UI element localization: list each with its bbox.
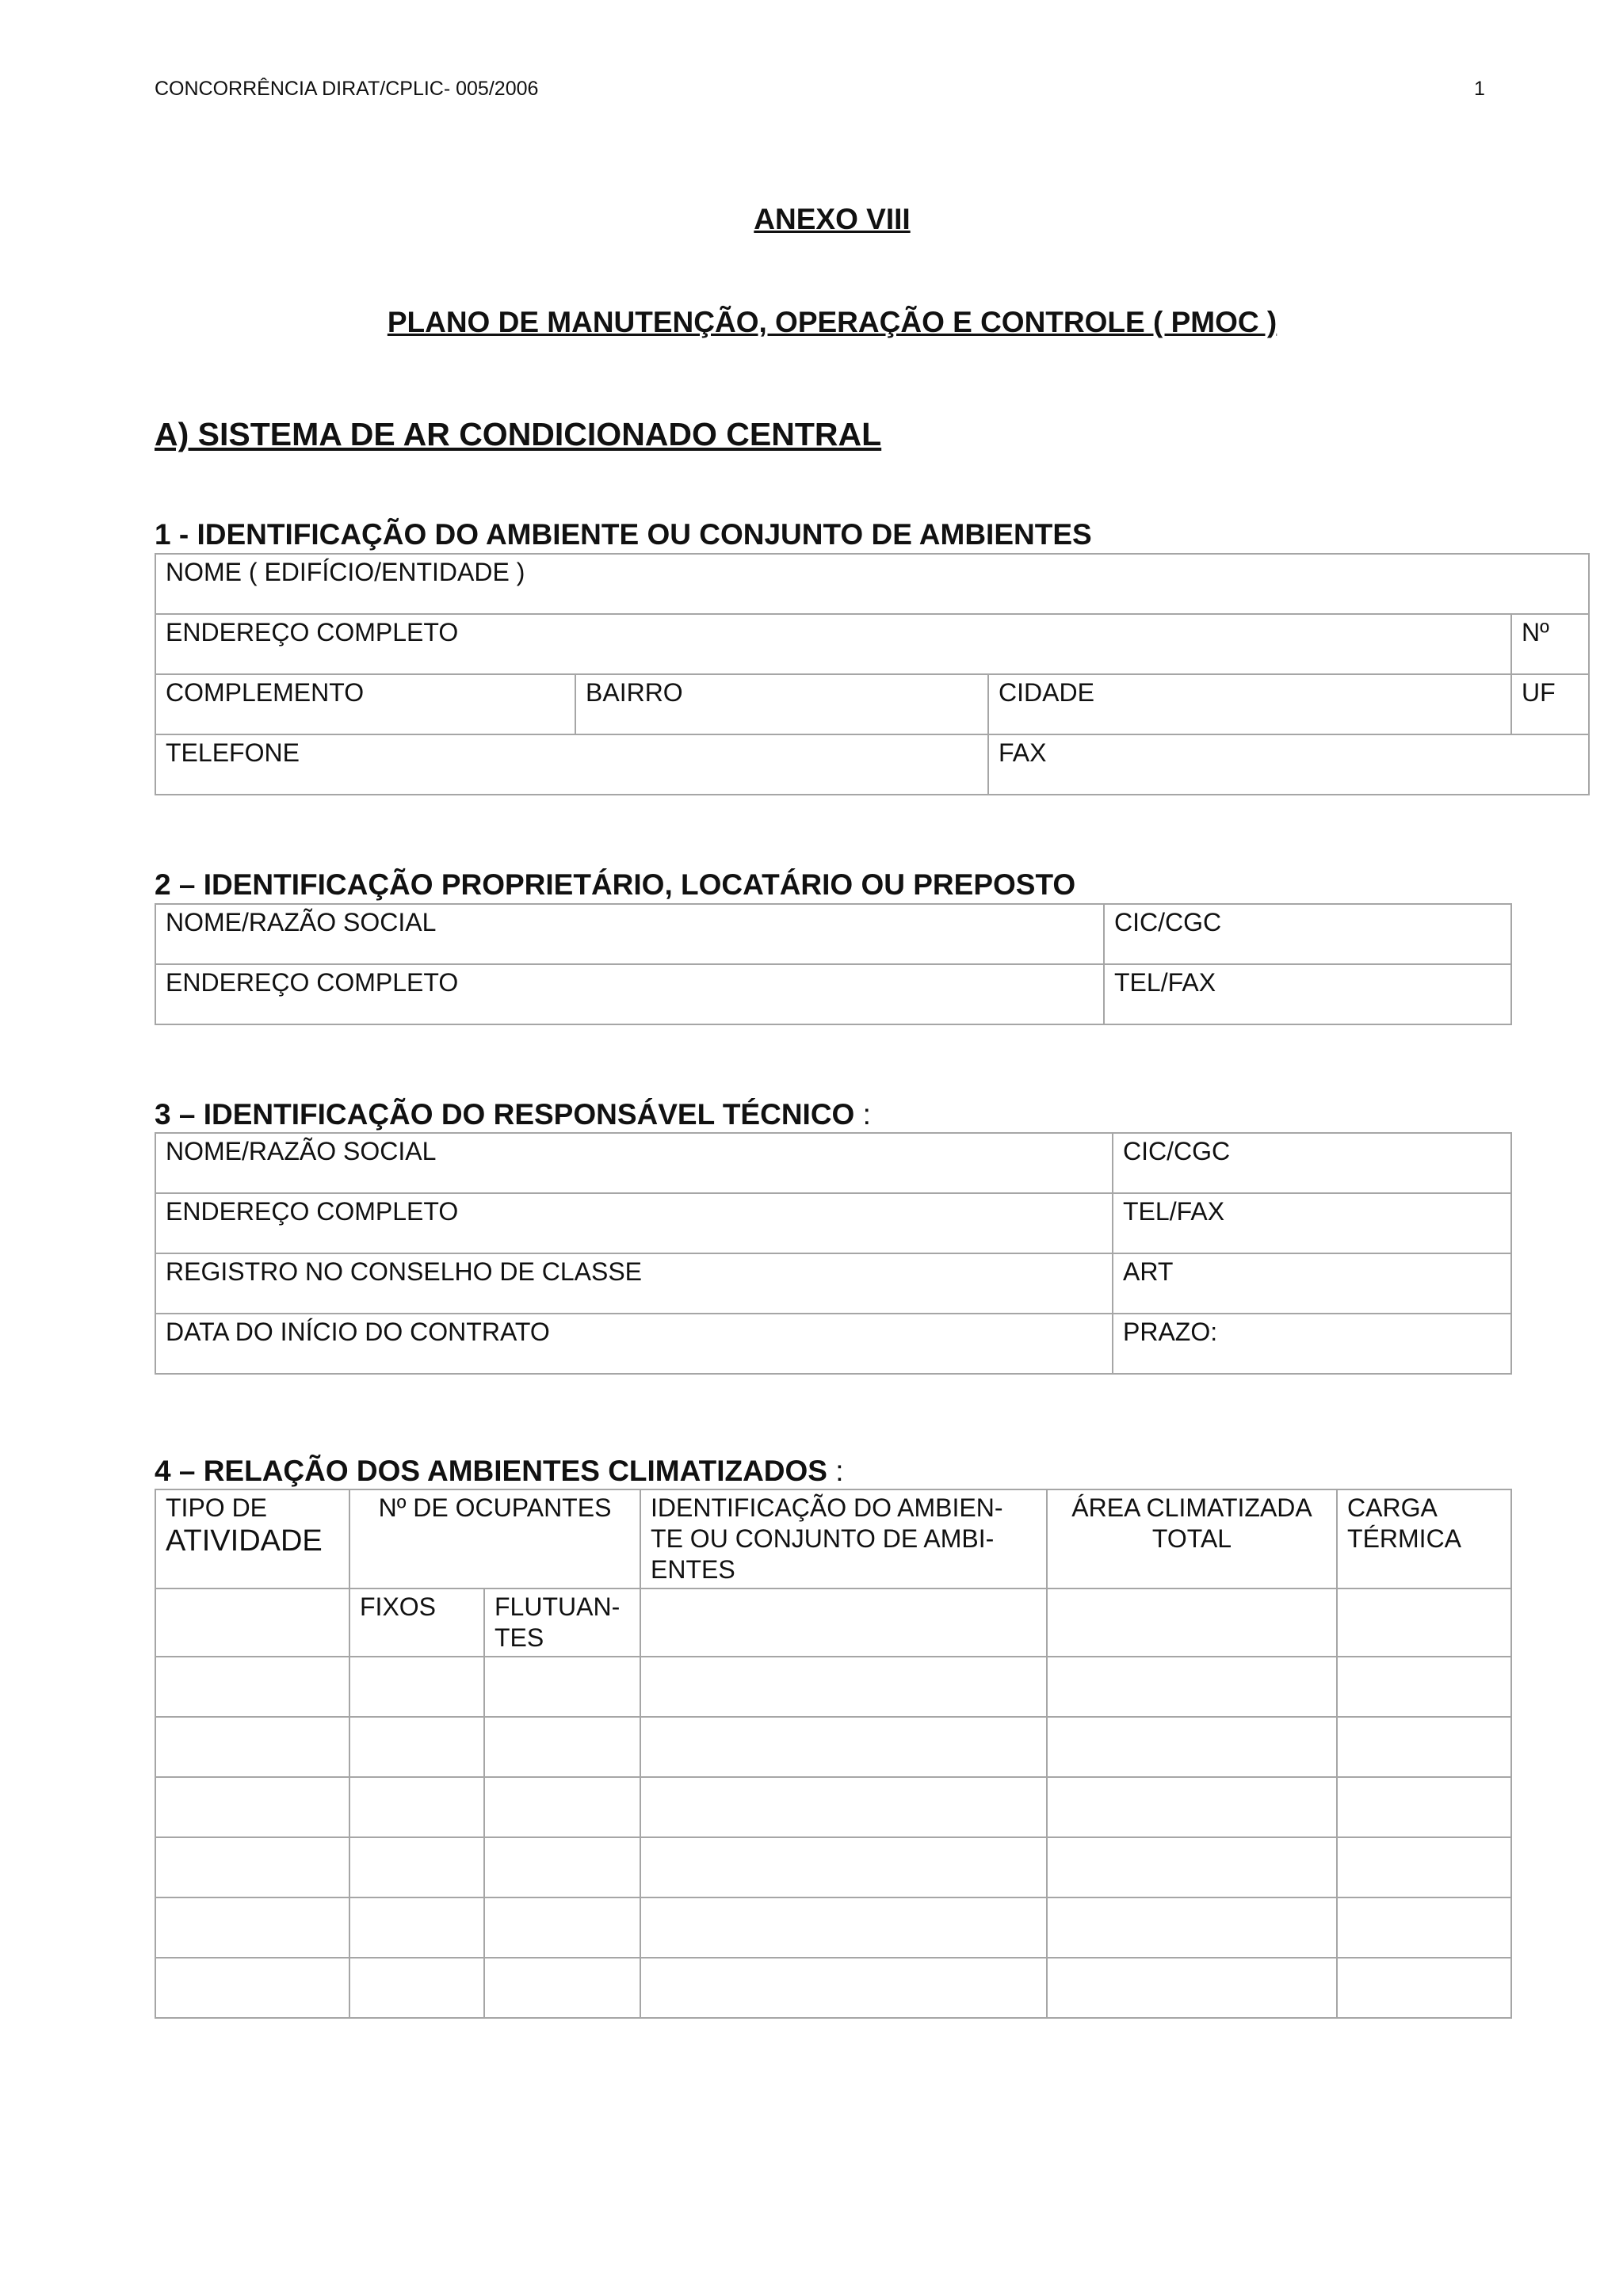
annex-title: ANEXO VIII xyxy=(754,203,911,235)
table-cell[interactable] xyxy=(1047,1958,1337,2018)
section-2-table xyxy=(155,903,1512,1025)
section-4-title-suffix: : xyxy=(827,1455,844,1487)
field-registro-conselho[interactable] xyxy=(155,1253,1113,1314)
field-nome-razao-social[interactable] xyxy=(155,904,1104,964)
field-tel-fax[interactable] xyxy=(1113,1193,1511,1253)
section-4-title xyxy=(155,1455,844,1488)
field-label: TEL/FAX xyxy=(1123,1197,1225,1226)
section-3-title-text: 3 – IDENTIFICAÇÃO DO RESPONSÁVEL TÉCNICO xyxy=(155,1098,855,1131)
field-label: ENDEREÇO COMPLETO xyxy=(166,968,459,997)
table-cell[interactable] xyxy=(1337,1717,1511,1777)
field-nome-edificio[interactable] xyxy=(155,554,1589,614)
field-endereco-completo[interactable] xyxy=(155,614,1511,674)
col-subheader-flutuantes xyxy=(484,1589,640,1657)
col-header-area-line-1: ÁREA CLIMATIZADA xyxy=(1071,1493,1312,1522)
col-header-identificacao-line-1: IDENTIFICAÇÃO DO AMBIEN- xyxy=(651,1493,1003,1522)
col-header-atividade: ATIVIDADE xyxy=(166,1524,323,1558)
table-cell[interactable] xyxy=(1047,1777,1337,1837)
section-4-table xyxy=(155,1489,1512,2019)
col-header-identificacao-line-3: ENTES xyxy=(651,1555,735,1584)
table-cell[interactable] xyxy=(1337,1958,1511,2018)
table-cell[interactable] xyxy=(1047,1589,1337,1657)
field-label: Nº xyxy=(1522,618,1549,646)
field-label: TELEFONE xyxy=(166,738,300,767)
table-cell[interactable] xyxy=(155,1589,349,1657)
field-label: ENDEREÇO COMPLETO xyxy=(166,618,459,646)
table-cell[interactable] xyxy=(155,1657,349,1717)
field-endereco-completo[interactable] xyxy=(155,964,1104,1024)
table-cell[interactable] xyxy=(640,1777,1047,1837)
field-tel-fax[interactable] xyxy=(1104,964,1511,1024)
document-reference: CONCORRÊNCIA DIRAT/CPLIC- 005/2006 xyxy=(155,78,539,100)
table-cell[interactable] xyxy=(640,1897,1047,1958)
field-label: ART xyxy=(1123,1257,1174,1286)
table-cell[interactable] xyxy=(155,1837,349,1897)
section-2-title: 2 – IDENTIFICAÇÃO PROPRIETÁRIO, LOCATÁRIO OU PREPOSTO xyxy=(155,868,1076,901)
col-header-tipo-de: TIPO DE xyxy=(166,1493,268,1522)
field-uf[interactable] xyxy=(1511,674,1589,734)
table-row xyxy=(155,1657,1511,1717)
section-4-title-text: 4 – RELAÇÃO DOS AMBIENTES CLIMATIZADOS xyxy=(155,1455,827,1487)
table-cell[interactable] xyxy=(640,1717,1047,1777)
table-cell[interactable] xyxy=(349,1777,484,1837)
table-row xyxy=(155,1837,1511,1897)
field-label: UF xyxy=(1522,678,1556,707)
field-prazo[interactable] xyxy=(1113,1314,1511,1374)
table-cell[interactable] xyxy=(640,1657,1047,1717)
table-row xyxy=(155,1717,1511,1777)
field-label: COMPLEMENTO xyxy=(166,678,365,707)
table-cell[interactable] xyxy=(1047,1717,1337,1777)
table-cell[interactable] xyxy=(1337,1897,1511,1958)
system-title: A) SISTEMA DE AR CONDICIONADO CENTRAL xyxy=(155,416,882,452)
table-cell[interactable] xyxy=(484,1657,640,1717)
page-number: 1 xyxy=(1474,78,1485,100)
col-subheader-flutuantes-line-1: FLUTUAN- xyxy=(495,1592,621,1621)
section-3-table xyxy=(155,1132,1512,1375)
col-header-area-line-2: TOTAL xyxy=(1151,1524,1232,1553)
table-cell[interactable] xyxy=(1047,1897,1337,1958)
table-cell[interactable] xyxy=(155,1958,349,2018)
table-row xyxy=(155,1897,1511,1958)
col-header-carga-line-2: TÉRMICA xyxy=(1347,1524,1462,1553)
col-header-carga-termica xyxy=(1337,1489,1511,1589)
field-label: TEL/FAX xyxy=(1114,968,1216,997)
col-header-carga-line-1: CARGA xyxy=(1347,1493,1438,1522)
table-cell[interactable] xyxy=(349,1717,484,1777)
table-cell[interactable] xyxy=(640,1589,1047,1657)
section-3-title xyxy=(155,1098,871,1131)
field-label: NOME/RAZÃO SOCIAL xyxy=(166,1137,437,1165)
table-cell[interactable] xyxy=(349,1837,484,1897)
field-label: CIC/CGC xyxy=(1114,908,1222,936)
table-cell[interactable] xyxy=(484,1717,640,1777)
table-cell[interactable] xyxy=(640,1958,1047,2018)
field-cidade[interactable] xyxy=(988,674,1511,734)
field-label: FAX xyxy=(999,738,1047,767)
table-cell[interactable] xyxy=(1047,1837,1337,1897)
table-row xyxy=(155,1958,1511,2018)
table-cell[interactable] xyxy=(640,1837,1047,1897)
field-cic-cgc[interactable] xyxy=(1113,1133,1511,1193)
field-complemento[interactable] xyxy=(155,674,575,734)
field-label: NOME/RAZÃO SOCIAL xyxy=(166,908,437,936)
col-header-identificacao xyxy=(640,1489,1047,1589)
table-cell[interactable] xyxy=(1337,1837,1511,1897)
field-fax[interactable] xyxy=(988,734,1589,795)
table-cell[interactable] xyxy=(1047,1657,1337,1717)
table-cell[interactable] xyxy=(349,1958,484,2018)
field-endereco-completo[interactable] xyxy=(155,1193,1113,1253)
field-telefone[interactable] xyxy=(155,734,988,795)
table-cell[interactable] xyxy=(484,1777,640,1837)
table-cell[interactable] xyxy=(484,1837,640,1897)
table-cell[interactable] xyxy=(484,1958,640,2018)
col-header-tipo-atividade xyxy=(155,1489,349,1589)
field-label: PRAZO: xyxy=(1123,1318,1218,1346)
table-cell[interactable] xyxy=(1337,1777,1511,1837)
plan-title: PLANO DE MANUTENÇÃO, OPERAÇÃO E CONTROLE ( PMOC ) xyxy=(387,306,1277,338)
table-cell[interactable] xyxy=(1337,1589,1511,1657)
field-art[interactable] xyxy=(1113,1253,1511,1314)
field-label: DATA DO INÍCIO DO CONTRATO xyxy=(166,1318,550,1346)
col-subheader-fixos-label: FIXOS xyxy=(360,1592,437,1621)
section-3-title-suffix: : xyxy=(854,1098,871,1131)
field-bairro[interactable] xyxy=(575,674,988,734)
field-data-inicio-contrato[interactable] xyxy=(155,1314,1113,1374)
col-subheader-fixos xyxy=(349,1589,484,1657)
table-cell[interactable] xyxy=(1337,1657,1511,1717)
section-1-title: 1 - IDENTIFICAÇÃO DO AMBIENTE OU CONJUNTO DE AMBIENTES xyxy=(155,518,1092,551)
field-label: BAIRRO xyxy=(586,678,683,707)
table-cell[interactable] xyxy=(484,1897,640,1958)
section-1-table xyxy=(155,553,1590,795)
field-label: CIC/CGC xyxy=(1123,1137,1231,1165)
col-header-ocupantes xyxy=(349,1489,640,1589)
table-cell[interactable] xyxy=(155,1717,349,1777)
field-label: ENDEREÇO COMPLETO xyxy=(166,1197,459,1226)
field-cic-cgc[interactable] xyxy=(1104,904,1511,964)
field-label: REGISTRO NO CONSELHO DE CLASSE xyxy=(166,1257,643,1286)
col-header-identificacao-line-2: TE OU CONJUNTO DE AMBI- xyxy=(651,1524,995,1553)
field-label: CIDADE xyxy=(999,678,1094,707)
table-cell[interactable] xyxy=(349,1897,484,1958)
table-cell[interactable] xyxy=(349,1657,484,1717)
table-cell[interactable] xyxy=(155,1777,349,1837)
table-cell[interactable] xyxy=(155,1897,349,1958)
col-header-ocupantes-label: Nº DE OCUPANTES xyxy=(378,1493,612,1522)
field-numero[interactable] xyxy=(1511,614,1589,674)
table-row xyxy=(155,1777,1511,1837)
col-header-area-climatizada xyxy=(1047,1489,1337,1589)
field-nome-razao-social[interactable] xyxy=(155,1133,1113,1193)
col-subheader-flutuantes-line-2: TES xyxy=(495,1623,544,1652)
field-label: NOME ( EDIFÍCIO/ENTIDADE ) xyxy=(166,558,525,586)
